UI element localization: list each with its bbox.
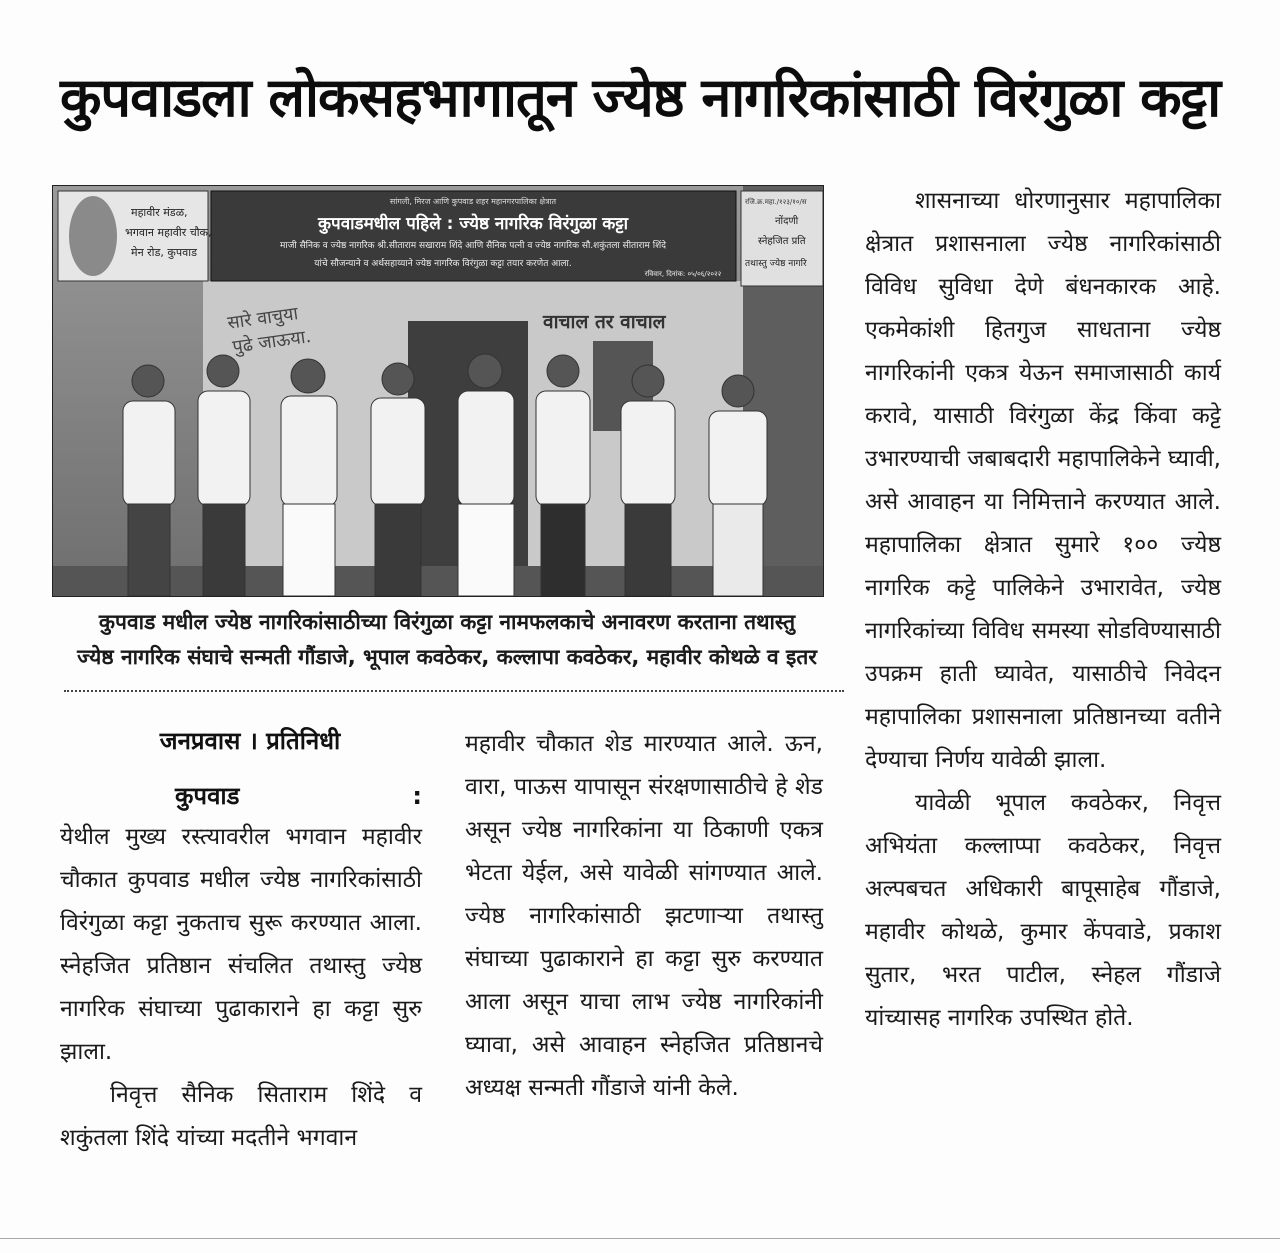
left-board-line2: भगवान महावीर चौक, [125,226,212,239]
article-column-2 [465,723,823,1110]
dateline [130,776,430,816]
bottom-rule [0,1238,1280,1239]
right-board-top: रजि.क्र.महा./१२३/१०/स [745,198,807,206]
right-board-line3: तथास्तु ज्येष्ठ नागरि [745,259,807,269]
right-board-line1: नोंदणी [775,216,799,227]
banner-line1: माजी सैनिक व ज्येष्ठ नागरिक श्री.सीताराम सखाराम शिंदे आणि सैनिक पत्नी व ज्येष्ठ नागरिक सौ.शकुंतला सीताराम शिंदे [280,241,666,251]
headline: कुपवाडला लोकसहभागातून ज्येष्ठ नागरिकांसाठी विरंगुळा कट्टा [59,66,1221,129]
person-4 [371,363,425,596]
banner-title: कुपवाडमधील पहिले : ज्येष्ठ नागरिक विरंगुळा कट्टा [317,214,629,234]
column-3-paragraph-2: यावेळी भूपाल कवठेकर, निवृत्त अभियंता कल्लाप्पा कवठेकर, निवृत्त अल्पबचत अधिकारी बापूसाहेब गौंडाजे, महावीर कोथळे, कुमार केंपवाडे, प्रकाश सुतार, भरत पाटील, स्नेहल गौंडाजे यांच्यासह नागरिक उपस्थित होते. [865,790,1221,1031]
article-column-3 [865,180,1221,1040]
column-3-paragraph-1: शासनाच्या धोरणानुसार महापालिका क्षेत्रात प्रशासनाला ज्येष्ठ नागरिकांसाठी विविध सुविधा देणे बंधनकारक आहे. एकमेकांशी हितगुज साधताना ज्येष्ठ नागरिकांनी एकत्र येऊन समाजासाठी कार्य करावे, यासाठी विरंगुळा केंद्र किंवा कट्टे उभारण्याची जबाबदारी महापालिकेने घ्यावी, असे आवाहन या निमित्ताने करण्यात आले. महापालिका क्षेत्रात सुमारे १०० ज्येष्ठ नागरिक कट्टे पालिकेने उभारावेत, ज्येष्ठ नागरिकांच्या विविध समस्या सोडविण्यासाठी उपक्रम हाती घ्यावेत, यासाठीचे निवेदन महापालिका प्रशासनाला प्रतिष्ठानच्या वतीने देण्याचा निर्णय यावेळी झाला. [865,188,1221,773]
left-board-line1: महावीर मंडळ, [131,206,188,219]
banner-small-text: सांगली, मिरज आणि कुपवाड शहर महानगरपालिका क्षेत्रात [389,197,557,206]
photo-caption [52,605,842,675]
news-photo [52,185,824,597]
wall-slogan-2: पुढे जाऊया. [231,326,313,358]
person-6 [536,355,590,596]
column-1-paragraph-1: येथील मुख्य रस्त्यावरील भगवान महावीर चौकात कुपवाड मधील ज्येष्ठ नागरिकांसाठी विरंगुळा कट्टा नुकताच सुरू करण्यात आला. स्नेहजित प्रतिष्ठान संचलित तथास्तु ज्येष्ठ नागरिक संघाच्या पुढाकाराने हा कट्टा सुरु झाला. [60,824,422,1065]
wall-slogan-1: सारे वाचुया [226,303,300,334]
article-column-1 [60,816,422,1160]
byline: जनप्रवास । प्रतिनिधी [159,727,341,755]
banner-date: रविवार, दिनांक: ०५/०६/२०२२ [644,270,722,278]
wall-slogan-3: वाचाल तर वाचाल [543,311,666,333]
caption-line-1: कुपवाड मधील ज्येष्ठ नागरिकांसाठीच्या विरंगुळा कट्टा नामफलकाचे अनावरण करताना तथास्तु [98,610,796,634]
photo-scene [53,186,823,596]
banner-line2: यांचे सौजन्याने व अर्थसहाय्याने ज्येष्ठ नागरिक विरंगुळा कट्टा तयार करणेत आला. [314,259,572,269]
column-2-paragraph-1: महावीर चौकात शेड मारण्यात आले. ऊन, वारा, पाऊस यापासून संरक्षणासाठीचे हे शेड असून ज्येष्ठ नागरिकांना या ठिकाणी एकत्र भेटता येईल, असे यावेळी सांगण्यात आले. ज्येष्ठ नागरिकांसाठी झटणाऱ्या तथास्तु संघाच्या पुढाकाराने हा कट्टा सुरु करण्यात आला असून याचा लाभ ज्येष्ठ नागरिकांनी घ्यावा, असे आवाहन स्नेहजित प्रतिष्ठानचे अध्यक्ष सन्मती गौंडाजे यांनी केले. [465,731,823,1101]
person-2 [198,355,250,596]
column-1-paragraph-2: निवृत्त सैनिक सिताराम शिंदे व शकुंतला शिंदे यांच्या मदतीने भगवान [60,1082,422,1151]
dateline-colon: : [412,782,422,810]
left-board-line3: मेन रोड, कुपवाड [131,246,197,259]
statue-figure [69,196,117,276]
caption-line-2: ज्येष्ठ नागरिक संघाचे सन्मती गौंडाजे, भूपाल कवठेकर, कल्लापा कवठेकर, महावीर कोथळे व इतर [77,645,817,669]
right-board-line2: स्नेहजित प्रति [758,236,806,247]
caption-divider [64,690,844,692]
dateline-place: कुपवाड [175,782,240,810]
